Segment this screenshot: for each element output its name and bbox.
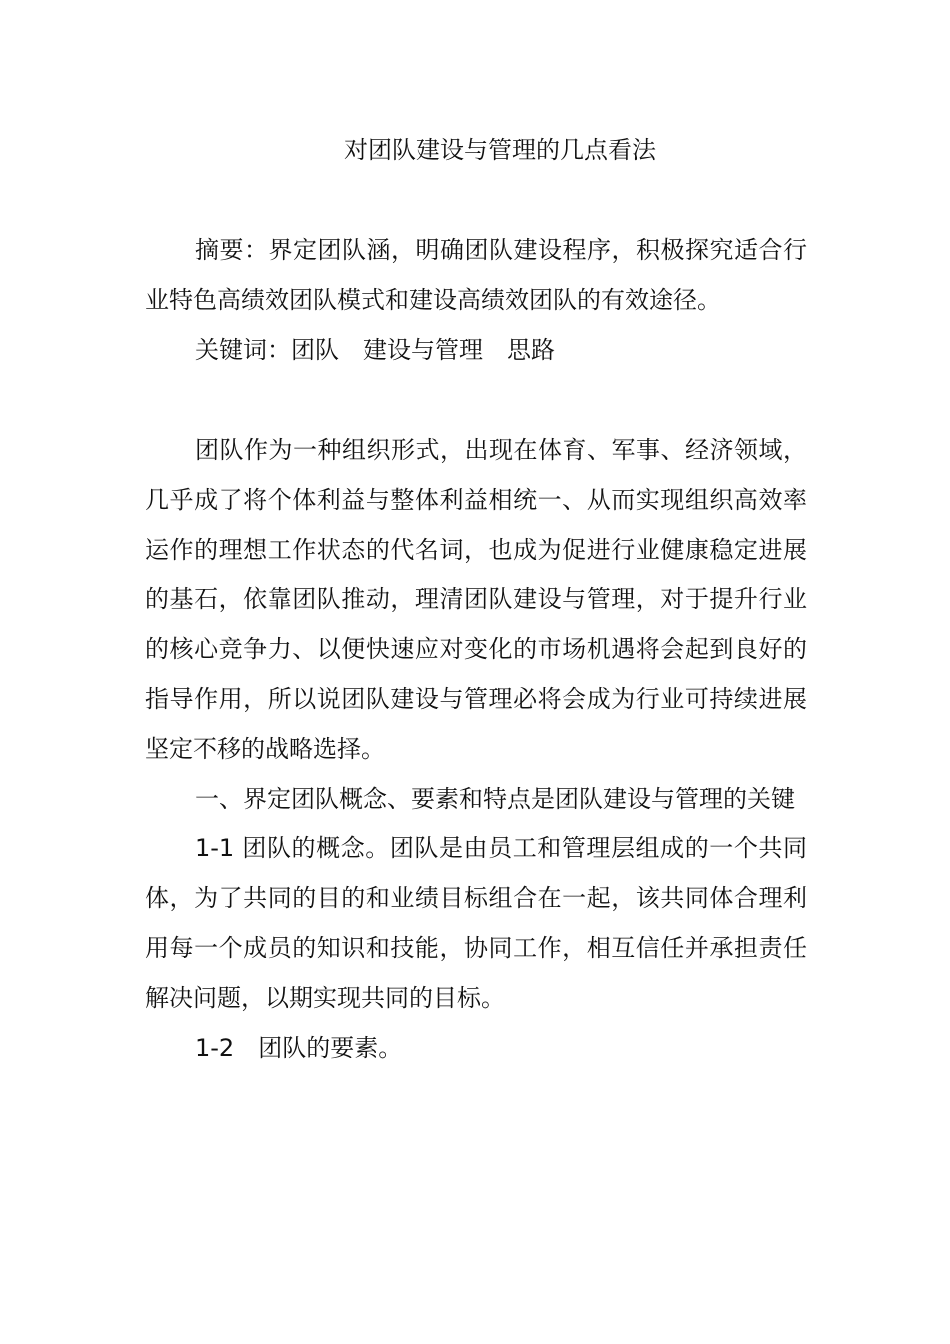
keyword-item: 思路 (507, 335, 555, 364)
section-1-1-paragraph: 1-1 团队的概念。团队是由员工和管理层组成的一个共同体，为了共同的目的和业绩目标组合在一起，该共同体合理利用每一个成员的知识和技能，协同工作，相互信任并承担责任解决问题，以期实现共同的目标。 (145, 834, 807, 1012)
section-number: 1-2 (195, 1033, 235, 1062)
keywords-label: 关键词： (195, 335, 291, 364)
document-title: 对团队建设与管理的几点看法 (344, 136, 656, 164)
section-text: 团队的要素。 (258, 1033, 403, 1062)
section-1-2-heading (145, 1024, 807, 1074)
main-body (145, 426, 807, 1073)
keywords-line (145, 326, 807, 376)
keyword-item: 建设与管理 (363, 335, 483, 364)
abstract-block (145, 226, 807, 375)
abstract-paragraph: 摘要：界定团队涵，明确团队建设程序，积极探究适合行业特色高绩效团队模式和建设高绩效团队的有效途径。 (145, 236, 807, 314)
keyword-item: 团队 (291, 335, 339, 364)
section-heading-1: 一、界定团队概念、要素和特点是团队建设与管理的关键 (195, 784, 795, 813)
intro-paragraph: 团队作为一种组织形式，出现在体育、军事、经济领域，几乎成了将个体利益与整体利益相统一、从而实现组织高效率运作的理想工作状态的代名词，也成为促进行业健康稳定进展的基石，依靠团队推动，理清团队建设与管理，对于提升行业的核心竞争力、以便快速应对变化的市场机遇将会起到良好的指导作用，所以说团队建设与管理必将会成为行业可持续进展坚定不移的战略选择。 (145, 436, 807, 763)
